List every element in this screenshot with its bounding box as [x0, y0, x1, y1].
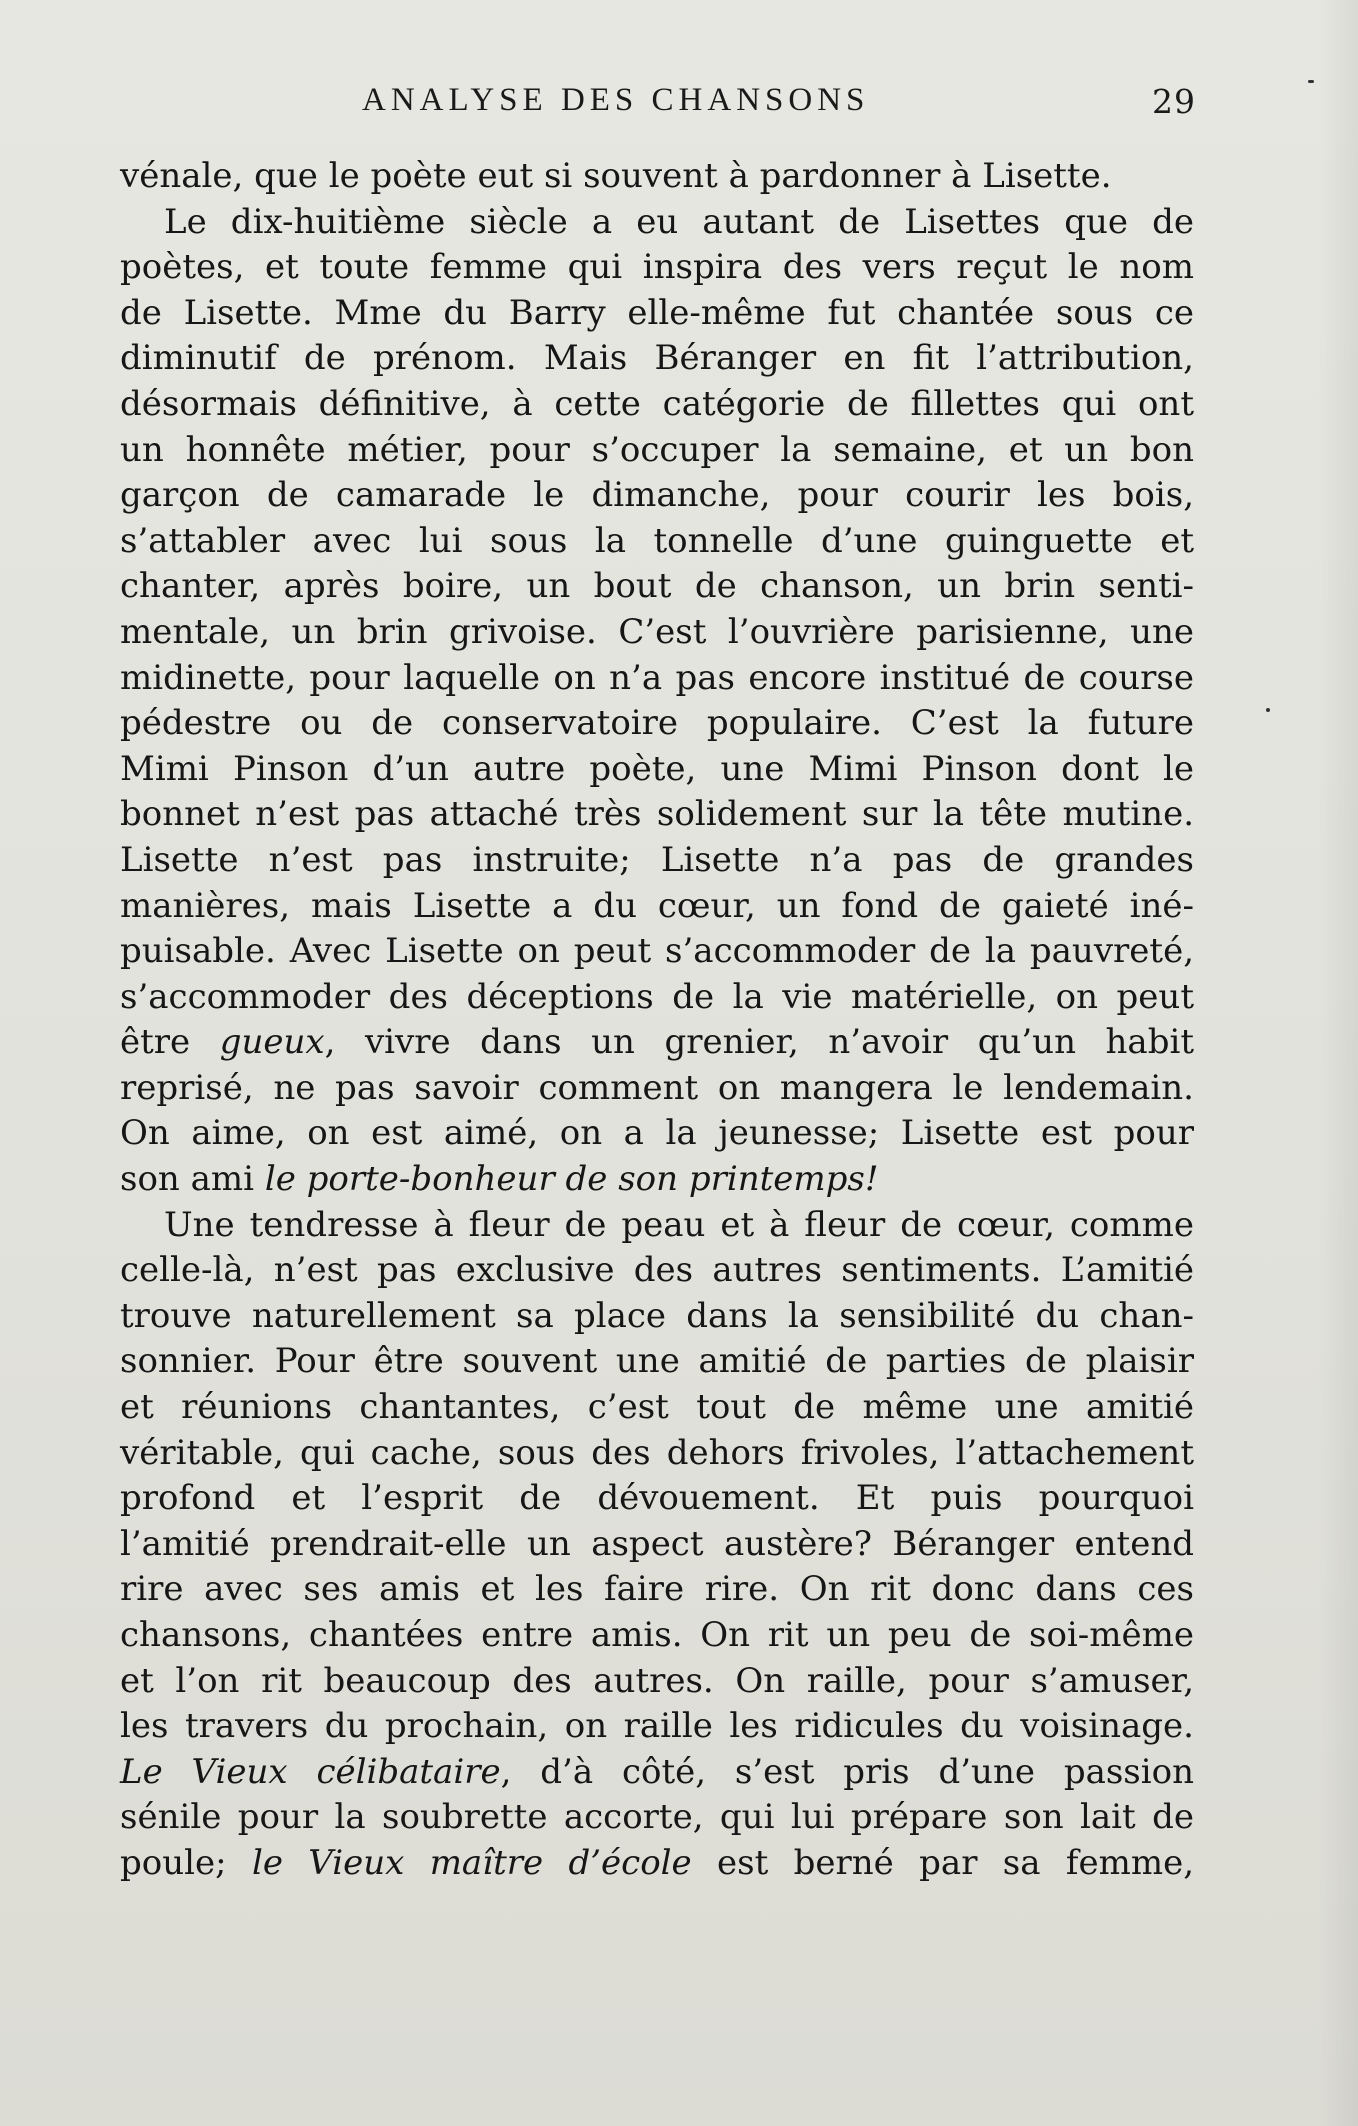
text-line: diminutif de prénom. Mais Béranger en fit l’attribution, [120, 338, 1194, 379]
text-line: s’accommoder des déceptions de la vie matérielle, on peut [120, 976, 1194, 1017]
text-line: garçon de camarade le dimanche, pour courir les bois, [120, 475, 1194, 516]
text-line [120, 1157, 1194, 1203]
text-segment: être [120, 1022, 220, 1063]
text-line: On aime, on est aimé, on a la jeunesse; Lisette est pour [120, 1113, 1194, 1154]
italic-title: gueux [219, 1022, 325, 1063]
text-segment: , vivre dans un grenier, n’avoir qu’un habit [324, 1022, 1194, 1063]
text-line [120, 1750, 1194, 1796]
text-line: les travers du prochain, on raille les ridicules du voisinage. [120, 1706, 1194, 1747]
running-title: ANALYSE DES CHANSONS [362, 82, 870, 118]
page-number: 29 [1152, 82, 1196, 121]
text-line: reprisé, ne pas savoir comment on mangera le lendemain. [120, 1067, 1194, 1108]
text-line: puisable. Avec Lisette on peut s’accommoder de la pauvreté, [120, 931, 1194, 972]
text-segment: poule; [120, 1842, 252, 1883]
text-line: un honnête métier, pour s’occuper la semaine, et un bon [120, 429, 1194, 470]
text-line: et réunions chantantes, c’est tout de même une amitié [120, 1387, 1194, 1428]
body-text [120, 154, 1194, 1887]
text-line: sonnier. Pour être souvent une amitié de parties de plaisir [120, 1341, 1194, 1382]
text-line: s’attabler avec lui sous la tonnelle d’une guinguette et [120, 520, 1194, 561]
text-line: Mimi Pinson d’un autre poète, une Mimi Pinson dont le [120, 748, 1194, 789]
text-line: trouve naturellement sa place dans la sensibilité du chan- [120, 1295, 1194, 1336]
text-line: midinette, pour laquelle on n’a pas encore institué de course [120, 657, 1194, 698]
text-line: pédestre ou de conservatoire populaire. C’est la future [120, 703, 1194, 744]
text-line: celle-là, n’est pas exclusive des autres sentiments. L’amitié [120, 1250, 1194, 1291]
running-head [122, 82, 1196, 132]
text-line: véritable, qui cache, sous des dehors frivoles, l’attachement [120, 1432, 1194, 1473]
text-line: mentale, un brin grivoise. C’est l’ouvrière parisienne, une [120, 611, 1194, 652]
text-line: manières, mais Lisette a du cœur, un fond de gaieté iné- [120, 885, 1194, 926]
text-line: poètes, et toute femme qui inspira des vers reçut le nom [120, 247, 1194, 288]
text-line: désormais définitive, à cette catégorie de fillettes qui ont [120, 383, 1194, 424]
text-line: Le dix-huitième siècle a eu autant de Lisettes que de [164, 201, 1194, 242]
text-line [120, 1841, 1194, 1887]
text-line [120, 1020, 1194, 1066]
text-line: rire avec ses amis et les faire rire. On rit donc dans ces [120, 1569, 1194, 1610]
text-line: chansons, chantées entre amis. On rit un peu de soi-même [120, 1615, 1194, 1655]
text-line: Lisette n’est pas instruite; Lisette n’a pas de grandes [120, 839, 1194, 880]
text-segment: est berné par sa femme, [691, 1842, 1194, 1883]
text-line: chanter, après boire, un bout de chanson, un brin senti- [120, 566, 1194, 607]
text-line: bonnet n’est pas attaché très solidement sur la tête mutine. [120, 794, 1194, 835]
text-segment: , d’à côté, s’est pris d’une passion [500, 1751, 1194, 1792]
text-line: et l’on rit beaucoup des autres. On raille, pour s’amuser, [120, 1660, 1194, 1701]
text-line: vénale, que le poète eut si souvent à pardonner à Lisette. [120, 156, 1112, 196]
ink-speck [1266, 708, 1270, 712]
text-line: de Lisette. Mme du Barry elle-même fut chantée sous ce [120, 292, 1194, 333]
italic-title: le Vieux maître d’école [251, 1842, 692, 1883]
page-edge-shadow [1318, 0, 1358, 2126]
text-line: sénile pour la soubrette accorte, qui lui prépare son lait de [120, 1797, 1194, 1838]
ink-speck [1308, 80, 1314, 83]
text-line: profond et l’esprit de dévouement. Et puis pourquoi [120, 1478, 1194, 1519]
italic-title: le porte-bonheur de son printemps! [264, 1159, 879, 1200]
italic-title: Le Vieux célibataire [120, 1751, 501, 1792]
text-segment: son ami [120, 1159, 265, 1200]
text-line: Une tendresse à fleur de peau et à fleur de cœur, comme [164, 1204, 1194, 1245]
text-line: l’amitié prendrait-elle un aspect austère? Béranger entend [120, 1523, 1194, 1564]
